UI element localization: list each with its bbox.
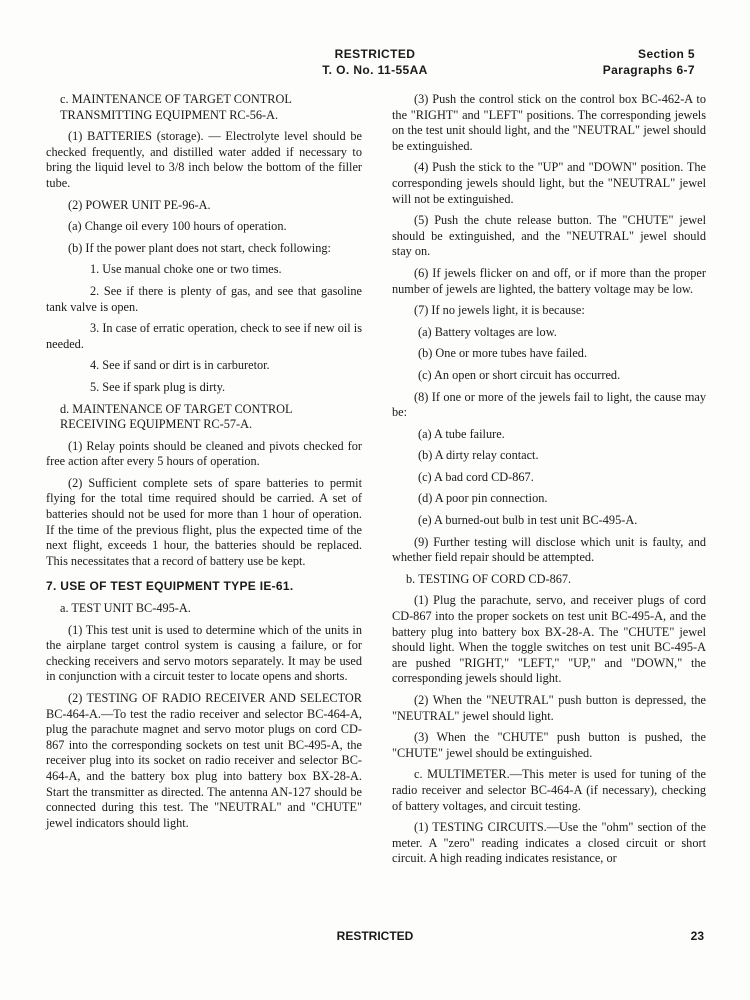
para-a8e: (e) A burned-out bulb in test unit BC-495-A. [418,513,638,528]
heading-section-7: 7. USE OF TEST EQUIPMENT TYPE IE-61. [46,579,294,594]
para-c2b-2: 2. See if there is plenty of gas, and see that gasoline tank valve is open. [46,283,362,314]
para-c2b-3: 3. In case of erratic operation, check to see if new oil is needed. [46,321,362,351]
para-c2-power-unit: (2) POWER UNIT PE-96-A. [68,197,211,212]
heading-c-line1: c. MAINTENANCE OF TARGET CONTROL [60,92,292,106]
para-a1: (1) This test unit is used to determine which of the units in the airplane target control system is causing a failure, or for checking receivers and servo motors separately. It may be used in conjunction with a circuit tester to locate opens and shorts. [46,622,362,684]
para-a7a: (a) Battery voltages are low. [418,324,557,339]
heading-d-line1: d. MAINTENANCE OF TARGET CONTROL [60,401,293,416]
header-classification: RESTRICTED [334,47,416,61]
left-column [46,92,362,837]
para-a6: (6) If jewels flicker on and off, or if more than the proper number of jewels are lighted, the battery voltage may be low. [392,265,706,296]
para-c2b: (b) If the power plant does not start, check following: [68,240,331,255]
para-a9: (9) Further testing will disclose which unit is faulty, and whether field repair should be attempted. [392,534,706,565]
para-c2b-4: 4. See if sand or dirt is in carburetor. [90,358,270,373]
para-c2a: (a) Change oil every 100 hours of operation. [68,219,287,234]
para-c2b-1: 1. Use manual choke one or two times. [90,262,282,277]
para-b3: (3) When the "CHUTE" push button is pushed, the "CHUTE" jewel should be extinguished. [392,730,706,760]
para-c1-testing-circuits: (1) TESTING CIRCUITS.—Use the "ohm" section of the meter. A "zero" reading indicates a closed circuit or short circuit. A high reading indicates resistance, or [392,820,706,866]
para-b1: (1) Plug the parachute, servo, and receiver plugs of cord CD-867 into the proper sockets on test unit BC-495-A, and the battery plug into battery box BX-28-A. The "CHUTE" jewel should light. When the toggle switches on test unit BC-495-A are pushed "RIGHT," "LEFT," "UP," and "DOWN," the corresponding jewels should light. [392,593,706,686]
para-b2: (2) When the "NEUTRAL" push button is depressed, the "NEUTRAL" jewel should light. [392,693,706,723]
para-a7c: (c) An open or short circuit has occurred. [418,367,621,382]
para-a8d: (d) A poor pin connection. [418,491,548,506]
para-a4: (4) Push the stick to the "UP" and "DOWN" position. The corresponding jewels should light, but the "NEUTRAL" jewel will not be extinguished. [392,160,706,206]
para-d1: (1) Relay points should be cleaned and pivots checked for free action after every 5 hours of operation. [46,438,362,469]
header-paragraphs: Paragraphs 6-7 [602,63,695,77]
para-a7: (7) If no jewels light, it is because: [414,303,585,318]
heading-b-cord: b. TESTING OF CORD CD-867. [406,571,572,586]
para-c2b-5: 5. See if spark plug is dirty. [90,379,226,394]
header-doc-number: T. O. No. 11-55AA [322,63,428,77]
para-c1-batteries: (1) BATTERIES (storage). — Electrolyte level should be checked frequently, and distilled water added if necessary to bring the liquid level to 3/8 inch below the bottom of the filler tube. [46,129,362,190]
page-header-right [603,46,695,78]
heading-c-line2: TRANSMITTING EQUIPMENT RC-56-A. [60,107,279,122]
heading-a-test-unit: a. TEST UNIT BC-495-A. [60,601,191,616]
page-number: 23 [690,929,704,943]
para-c-multimeter: c. MULTIMETER.—This meter is used for tuning of the radio receiver and selector BC-464-A (if necessary), checking of battery voltages, and circuit testing. [392,767,706,813]
para-a3: (3) Push the control stick on the control box BC-462-A to the "RIGHT" and "LEFT" positions. The corresponding jewels on the test unit should light, and the "NEUTRAL" jewel should be extinguished. [392,92,706,153]
para-a8: (8) If one or more of the jewels fail to light, the cause may be: [392,389,706,420]
para-a7b: (b) One or more tubes have failed. [418,346,588,361]
para-a8b: (b) A dirty relay contact. [418,448,539,463]
header-section: Section 5 [638,47,695,61]
heading-d-line2: RECEIVING EQUIPMENT RC-57-A. [60,417,253,432]
para-a8c: (c) A bad cord CD-867. [418,469,534,484]
footer-classification: RESTRICTED [336,929,414,943]
para-a5: (5) Push the chute release button. The "CHUTE" jewel should be extinguished, and the "NEUTRAL" jewel should stay on. [392,213,706,259]
para-a8a: (a) A tube failure. [418,426,505,441]
para-d2: (2) Sufficient complete sets of spare batteries to permit flying for the total time required should be carried. A set of batteries should not be used for more than 1 hour of operation. If the time of the previous flight, plus the expected time of the next flight, exceeds 1 hour, the batteries should be replaced. This necessitates that a record of battery use be kept. [46,475,362,568]
para-a2: (2) TESTING OF RADIO RECEIVER AND SELECTOR BC-464-A.—To test the radio receiver and selector BC-464-A, plug the parachute magnet and servo motor plugs on cord CD-867 into the corresponding sockets on test unit BC-495-A, the receiver plug into its socket on radio receiver and selector BC-464-A, and the battery box plug into battery box BX-28-A. Start the transmitter as directed. The antenna AN-127 should be connected during this test. The "NEUTRAL" and "CHUTE" jewel indicators should light. [46,691,362,830]
right-column [392,92,706,873]
